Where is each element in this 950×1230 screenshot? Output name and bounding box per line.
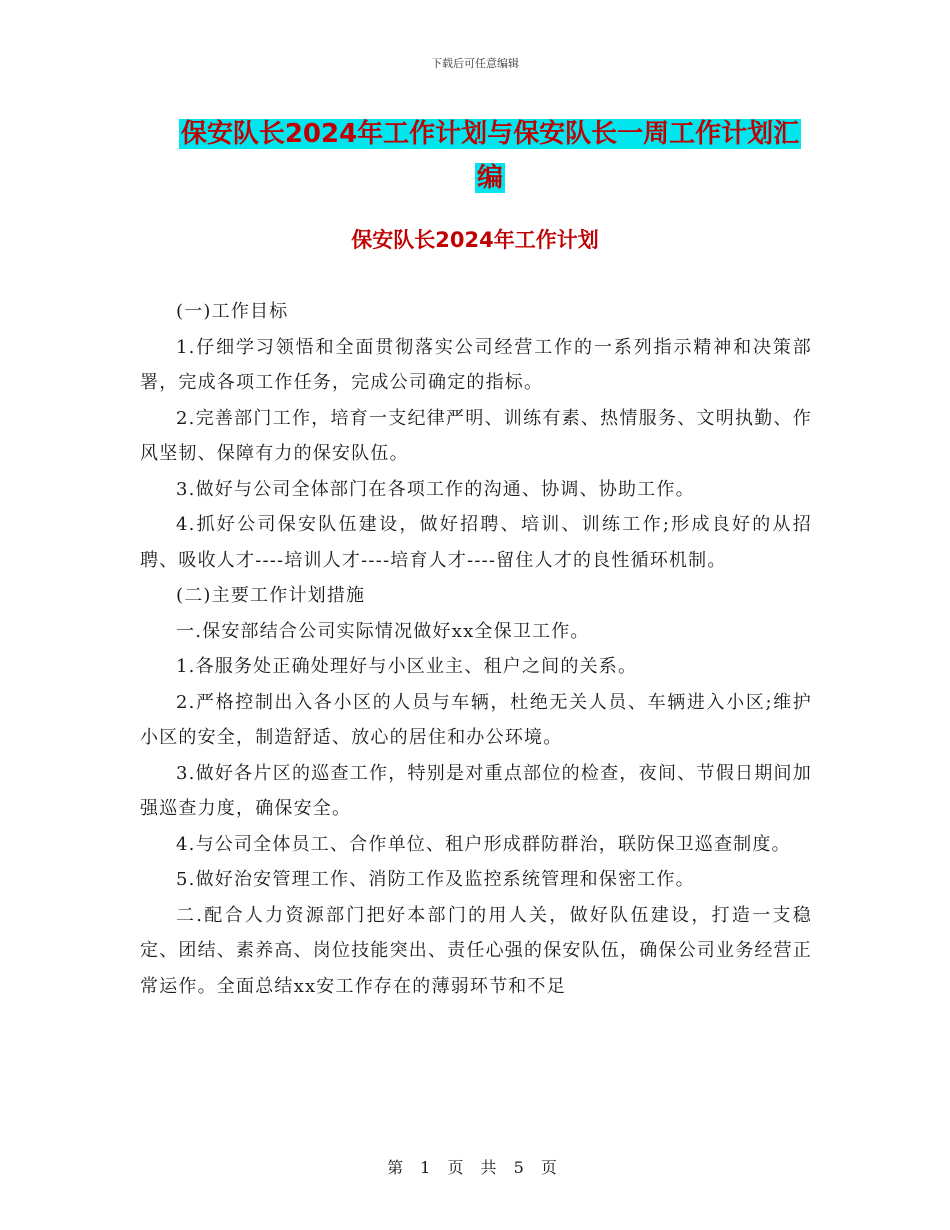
paragraph: (二)主要工作计划措施: [176, 585, 366, 606]
paragraph: (一)工作目标: [176, 301, 289, 322]
header-note: 下载后可任意编辑: [431, 57, 519, 70]
title-line-2: 编: [476, 163, 503, 193]
paragraph: 2.严格控制出入各小区的人员与车辆，杜绝无关人员、车辆进入小区;维护小区的安全，制造舒适、放心的居住和办公环境。: [140, 691, 812, 748]
paragraph: 3.做好各片区的巡查工作，特别是对重点部位的检查，夜间、节假日期间加强巡查力度，确保安全。: [140, 762, 812, 819]
paragraph: 2.完善部门工作，培育一支纪律严明、训练有素、热情服务、文明执勤、作风坚韧、保障有力的保安队伍。: [140, 407, 812, 464]
paragraph: 3.做好与公司全体部门在各项工作的沟通、协调、协助工作。: [176, 478, 695, 500]
document-title: [140, 112, 840, 200]
paragraph: 一.保安部结合公司实际情况做好xx全保卫工作。: [176, 620, 590, 642]
paragraph: 1.各服务处正确处理好与小区业主、租户之间的关系。: [176, 656, 638, 677]
body-text: [140, 294, 812, 1004]
title-line-1: 保安队长2024年工作计划与保安队长一周工作计划汇: [180, 119, 800, 149]
section-title: 保安队长2024年工作计划: [351, 228, 599, 252]
page-footer: 第 1 页 共 5 页: [387, 1158, 563, 1177]
paragraph: 二.配合人力资源部门把好本部门的用人关，做好队伍建设，打造一支稳定、团结、素养高、岗位技能突出、责任心强的保安队伍，确保公司业务经营正常运作。全面总结xx安工作存在的薄弱环节和不足: [140, 904, 812, 997]
paragraph: 5.做好治安管理工作、消防工作及监控系统管理和保密工作。: [176, 869, 695, 890]
paragraph: 1.仔细学习领悟和全面贯彻落实公司经营工作的一系列指示精神和决策部署，完成各项工作任务，完成公司确定的指标。: [140, 336, 812, 393]
paragraph: 4.抓好公司保安队伍建设，做好招聘、培训、训练工作;形成良好的从招聘、吸收人才----培训人才----培育人才----留住人才的良性循环机制。: [140, 514, 812, 571]
paragraph: 4.与公司全体员工、合作单位、租户形成群防群治，联防保卫巡查制度。: [176, 833, 791, 855]
